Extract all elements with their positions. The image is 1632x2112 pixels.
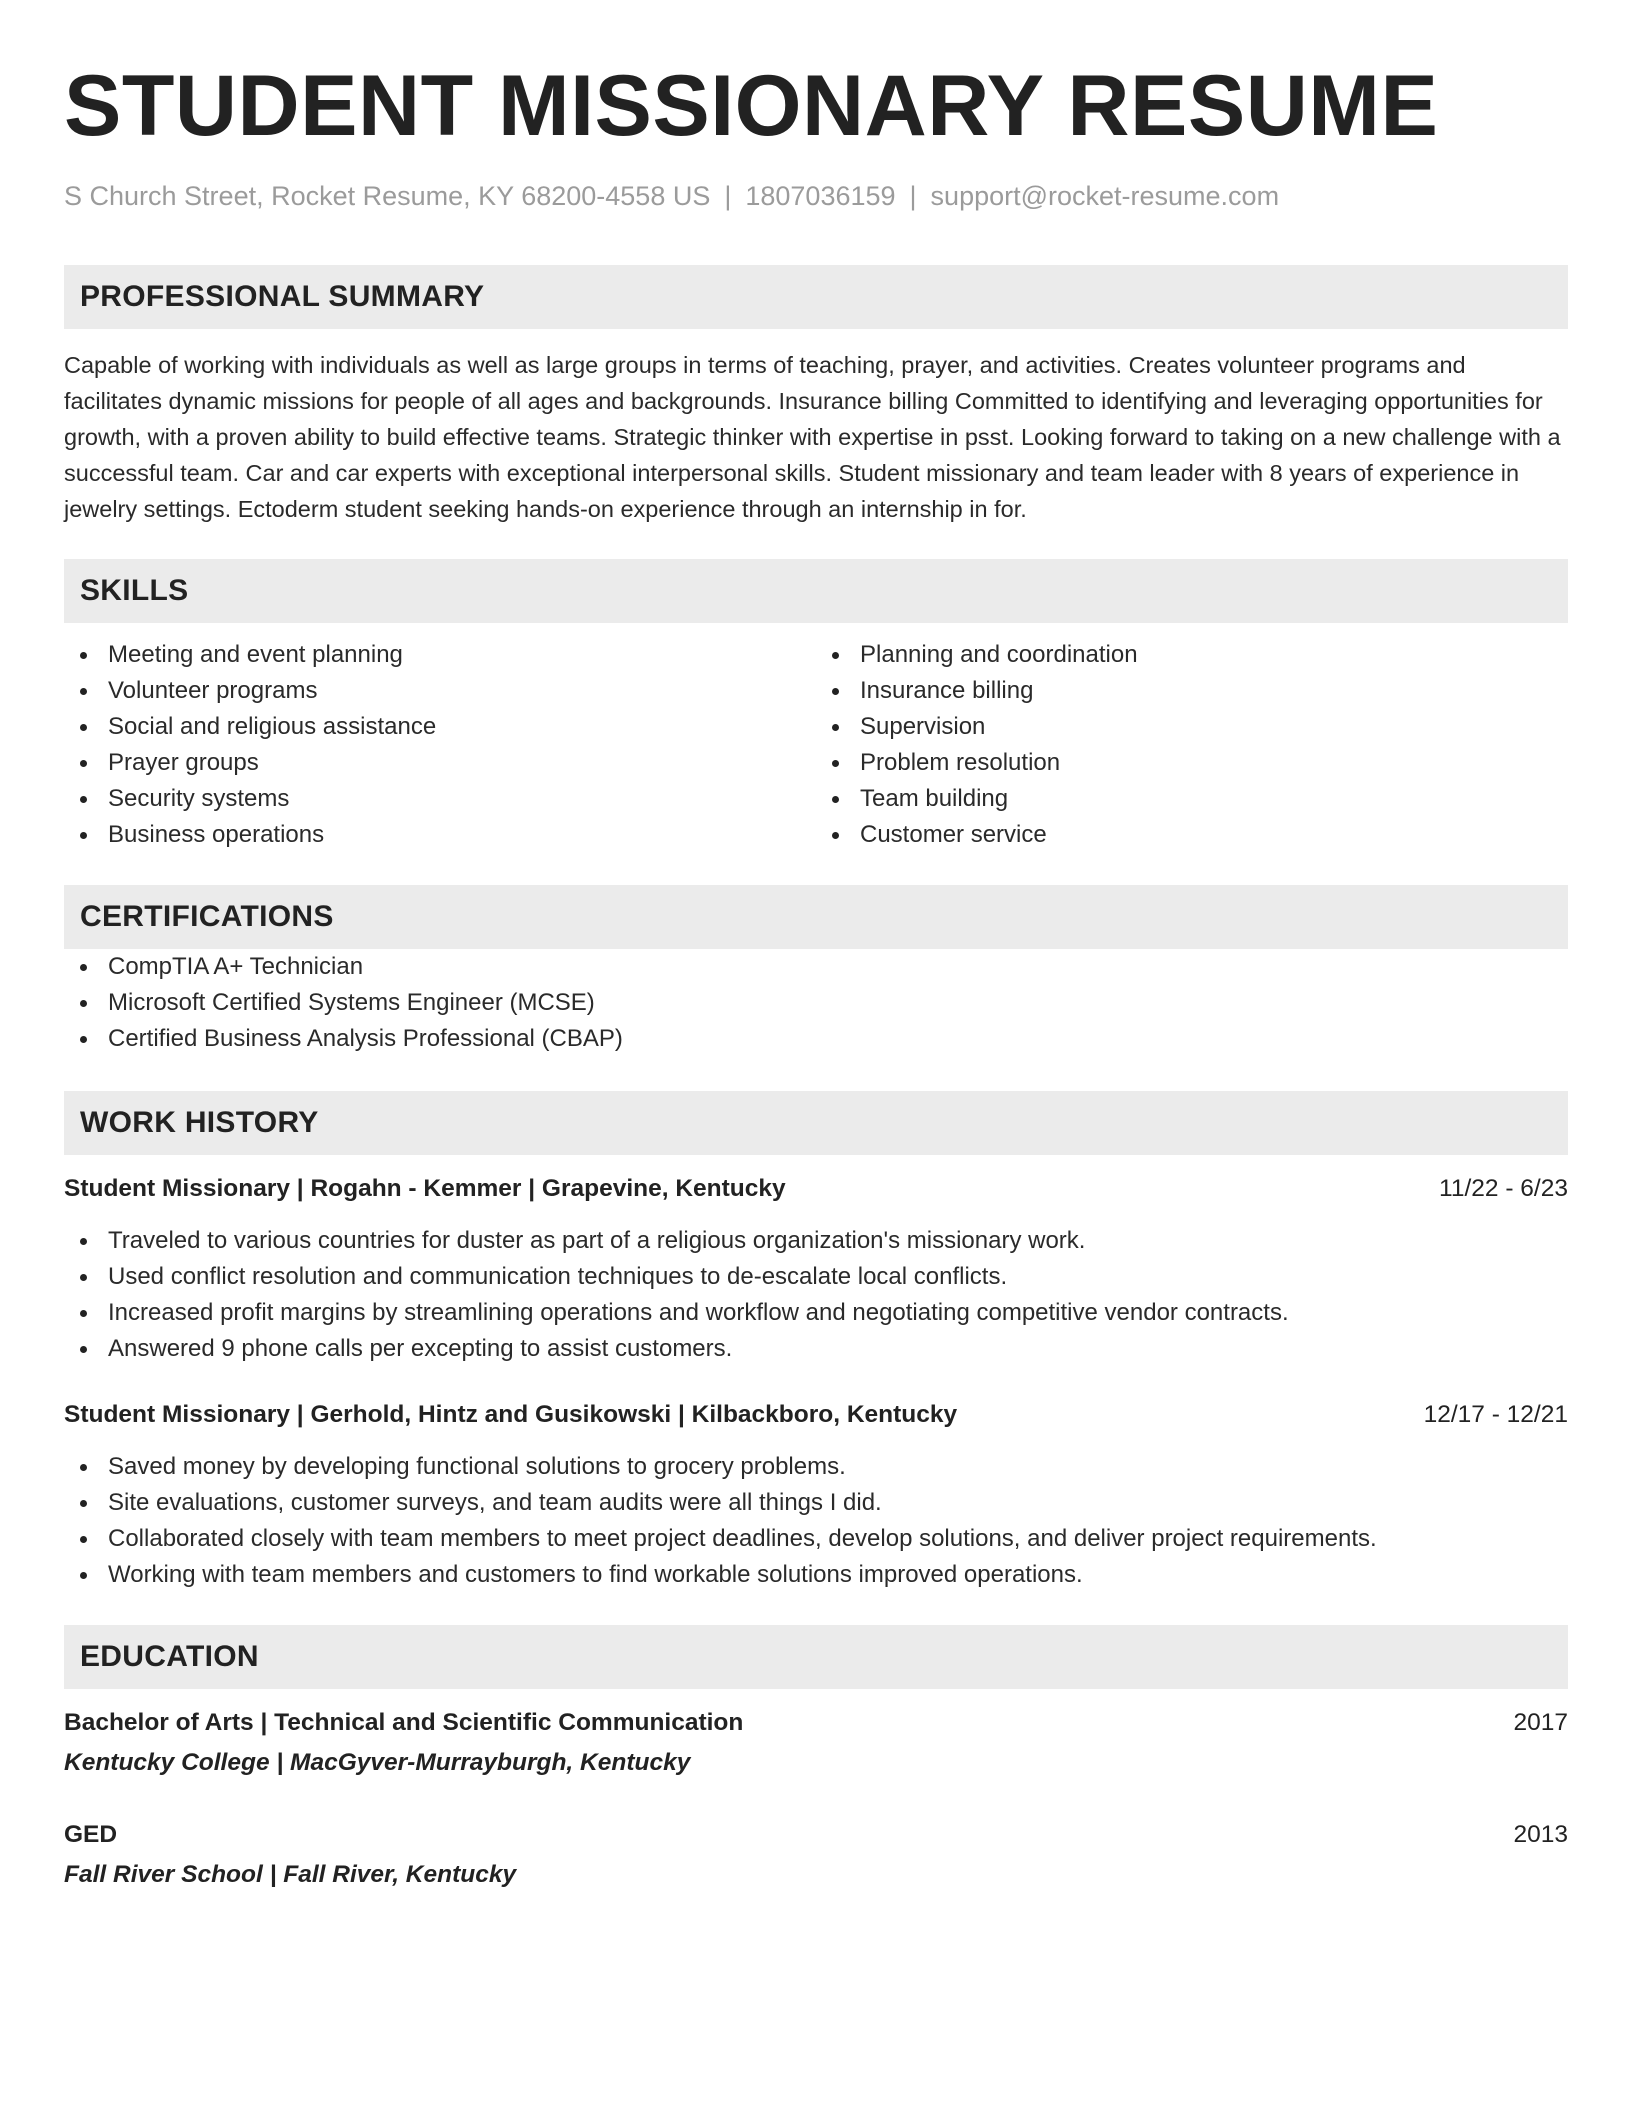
education-entry: [64, 1817, 1568, 1893]
section-header-certifications: CERTIFICATIONS: [64, 885, 1568, 949]
skills-grid: [64, 637, 1568, 853]
skills-list-left: [64, 637, 816, 853]
skills-list-right: [816, 637, 1568, 853]
job-bullet: Saved money by developing functional solutions to grocery problems.: [64, 1449, 1568, 1485]
contact-separator: |: [909, 181, 917, 211]
education-entry: [64, 1705, 1568, 1781]
contact-phone: 1807036159: [745, 181, 896, 211]
job-bullets: [64, 1223, 1568, 1367]
job-dates: 12/17 - 12/21: [1423, 1401, 1568, 1428]
skills-column-left: [64, 637, 816, 853]
job-bullets: [64, 1449, 1568, 1593]
contact-address: S Church Street, Rocket Resume, KY 68200-4558 US: [64, 181, 711, 211]
certification-item: Microsoft Certified Systems Engineer (MCSE): [64, 985, 1568, 1021]
skill-item: Prayer groups: [64, 745, 816, 781]
job-bullet: Answered 9 phone calls per excepting to assist customers.: [64, 1331, 1568, 1367]
education-school: Fall River School | Fall River, Kentucky: [64, 1861, 517, 1888]
education-degree: Bachelor of Arts | Technical and Scientific Communication: [64, 1709, 744, 1736]
skill-item: Volunteer programs: [64, 673, 816, 709]
skill-item: Supervision: [816, 709, 1568, 745]
skills-column-right: [816, 637, 1568, 853]
skill-item: Social and religious assistance: [64, 709, 816, 745]
section-header-skills: SKILLS: [64, 559, 1568, 623]
skill-item: Security systems: [64, 781, 816, 817]
job-entry: [64, 1397, 1568, 1593]
education-year: 2013: [1513, 1821, 1568, 1848]
job-entry: [64, 1171, 1568, 1367]
education-school: Kentucky College | MacGyver-Murrayburgh, Kentucky: [64, 1749, 691, 1776]
skill-item: Customer service: [816, 817, 1568, 853]
education-header: [64, 1705, 1568, 1741]
job-header: [64, 1397, 1568, 1433]
section-header-work-history: WORK HISTORY: [64, 1091, 1568, 1155]
certification-item: CompTIA A+ Technician: [64, 949, 1568, 985]
skill-item: Problem resolution: [816, 745, 1568, 781]
education-degree: GED: [64, 1821, 118, 1848]
contact-line: [64, 178, 1568, 214]
job-bullet: Site evaluations, customer surveys, and team audits were all things I did.: [64, 1485, 1568, 1521]
skill-item: Team building: [816, 781, 1568, 817]
skill-item: Business operations: [64, 817, 816, 853]
resume-title: STUDENT MISSIONARY RESUME: [64, 58, 1439, 154]
certifications-list: [64, 949, 1568, 1057]
contact-separator: |: [724, 181, 732, 211]
contact-email: support@rocket-resume.com: [930, 181, 1280, 211]
section-header-education: EDUCATION: [64, 1625, 1568, 1689]
job-bullet: Collaborated closely with team members to meet project deadlines, develop solutions, and deliver project requirements.: [64, 1521, 1568, 1557]
certification-item: Certified Business Analysis Professional (CBAP): [64, 1021, 1568, 1057]
job-bullet: Used conflict resolution and communication techniques to de-escalate local conflicts.: [64, 1259, 1568, 1295]
skill-item: Meeting and event planning: [64, 637, 816, 673]
education-header: [64, 1817, 1568, 1853]
skill-item: Planning and coordination: [816, 637, 1568, 673]
job-bullet: Increased profit margins by streamlining operations and workflow and negotiating competitive vendor contracts.: [64, 1295, 1568, 1331]
section-header-summary: PROFESSIONAL SUMMARY: [64, 265, 1568, 329]
job-title: Student Missionary | Rogahn - Kemmer | Grapevine, Kentucky: [64, 1175, 786, 1202]
job-bullet: Traveled to various countries for duster as part of a religious organization's missionary work.: [64, 1223, 1568, 1259]
job-bullet: Working with team members and customers to find workable solutions improved operations.: [64, 1557, 1568, 1593]
education-year: 2017: [1513, 1709, 1568, 1736]
job-title: Student Missionary | Gerhold, Hintz and Gusikowski | Kilbackboro, Kentucky: [64, 1401, 958, 1428]
skill-item: Insurance billing: [816, 673, 1568, 709]
summary-text: Capable of working with individuals as well as large groups in terms of teaching, prayer, and activities. Creates volunteer programs and facilitates dynamic missions for people of all ages and backgrounds. Insurance billing Committed to identifying and leveraging opportunities for growth, with a proven ability to build effective teams. Strategic thinker with expertise in psst. Looking forward to taking on a new challenge with a successful team. Car and car experts with exceptional interpersonal skills. Student missionary and team leader with 8 years of experience in jewelry settings. Ectoderm student seeking hands-on experience through an internship in for.: [64, 352, 1561, 522]
job-dates: 11/22 - 6/23: [1439, 1175, 1568, 1202]
job-header: [64, 1171, 1568, 1207]
